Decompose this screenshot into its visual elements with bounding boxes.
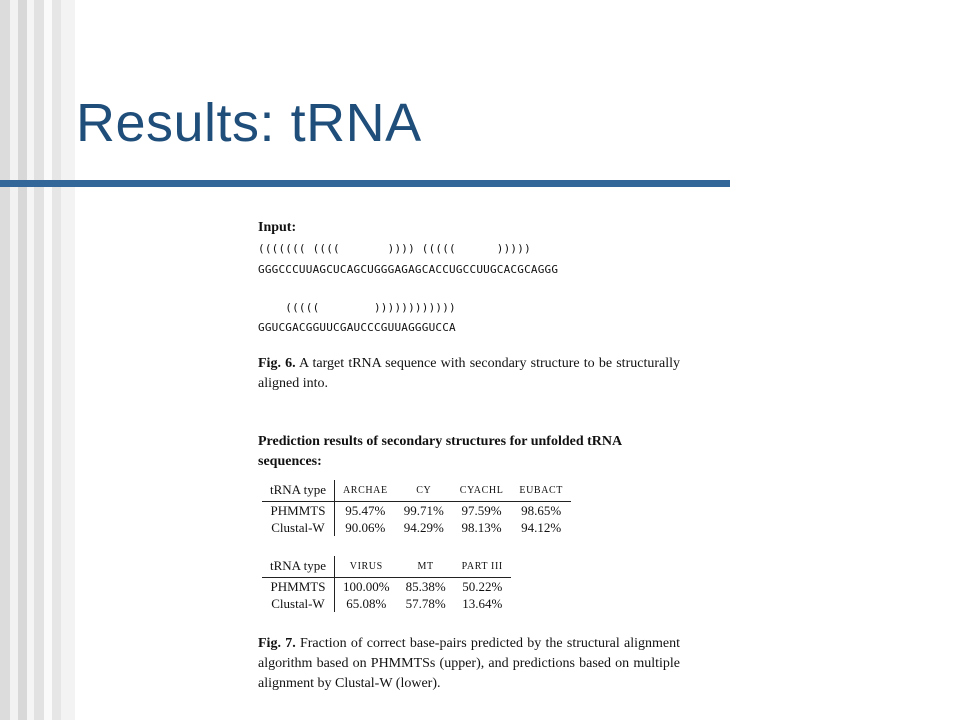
table2-header: MT xyxy=(398,556,454,578)
left-decorative-stripes xyxy=(0,0,75,720)
structure-line-1: ((((((( (((( )))) ((((( ))))) xyxy=(258,242,531,255)
row-label: Clustal-W xyxy=(262,595,334,612)
fig6-text: A target tRNA sequence with secondary structure to be structurally aligned into. xyxy=(258,356,680,391)
fig7-caption xyxy=(258,634,680,694)
table-cell: 97.59% xyxy=(461,503,502,518)
row-label: PHMMTS xyxy=(262,578,334,596)
table1-header: CYACHL xyxy=(452,480,512,502)
table-row xyxy=(262,502,571,520)
table-cell: 94.12% xyxy=(521,520,562,535)
table-cell: 99.71% xyxy=(403,503,444,518)
table1-header: ARCHAE xyxy=(334,480,395,502)
table1-header: CY xyxy=(396,480,452,502)
fig6-label: Fig. 6. xyxy=(258,356,296,371)
results-table-1 xyxy=(262,480,571,536)
table2-header: PART III xyxy=(454,556,511,578)
sequence-line-2: GGUCGACGGUUCGAUCCCGUUAGGGUCCA xyxy=(258,321,456,334)
table-cell: 94.29% xyxy=(403,520,444,535)
table-row xyxy=(262,595,511,612)
results-table-2 xyxy=(262,556,511,612)
table2-header: VIRUS xyxy=(334,556,397,578)
fig6-caption xyxy=(258,354,680,394)
table1-header-type: tRNA type xyxy=(262,480,334,502)
slide-title: Results: tRNA xyxy=(76,93,422,153)
table-row xyxy=(262,519,571,536)
table1-header: EUBACT xyxy=(511,480,571,502)
table-row xyxy=(262,578,511,596)
row-label: Clustal-W xyxy=(262,519,334,536)
fig7-text: Fraction of correct base-pairs predicted by the structural alignment algorithm based on PHMMTSs (upper), and predictions based on multiple alignment by Clustal-W (lower). xyxy=(258,636,680,691)
table-cell: 98.13% xyxy=(461,520,502,535)
table-cell: 95.47% xyxy=(345,503,386,518)
table-cell: 13.64% xyxy=(462,596,503,611)
fig7-label: Fig. 7. xyxy=(258,636,296,651)
table-cell: 98.65% xyxy=(521,503,562,518)
input-label: Input: xyxy=(258,220,297,235)
row-label: PHMMTS xyxy=(262,502,334,520)
title-underline xyxy=(0,180,730,187)
table2-header-type: tRNA type xyxy=(262,556,334,578)
structure-line-2: ((((( )))))))))))) xyxy=(258,301,456,314)
results-heading: Prediction results of secondary structures for unfolded tRNA sequences: xyxy=(258,434,622,469)
table-cell: 100.00% xyxy=(342,579,390,594)
table-cell: 85.38% xyxy=(405,579,446,594)
table-cell: 90.06% xyxy=(345,520,386,535)
sequence-line-1: GGGCCCUUAGCUCAGCUGGGAGAGCACCUGCCUUGCACGCAGGG xyxy=(258,263,559,276)
table-cell: 50.22% xyxy=(462,579,503,594)
table-cell: 65.08% xyxy=(346,596,387,611)
table-cell: 57.78% xyxy=(405,596,446,611)
